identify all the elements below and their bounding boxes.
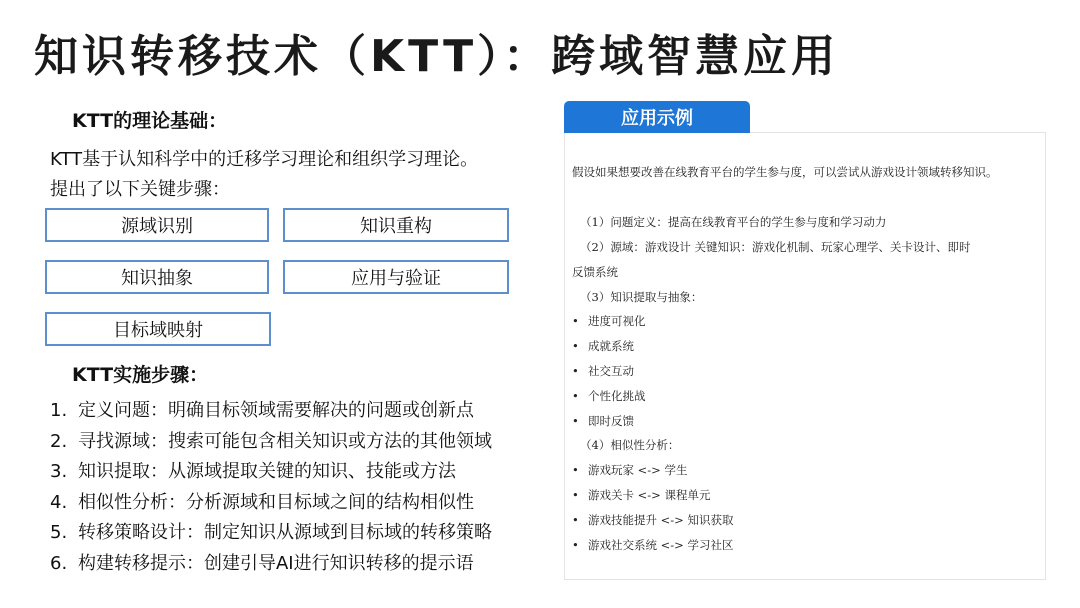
implementation-heading: KTT实施步骤： [72, 364, 209, 386]
item-text: 转移策略设计：制定知识从源域到目标域的转移策略 [78, 522, 492, 543]
bullet-text: 游戏关卡 <-> 课程单元 [588, 488, 711, 502]
bullet-icon: • [572, 339, 579, 353]
item-number: 4. [50, 491, 68, 513]
step-label: 知识重构 [360, 216, 432, 237]
list-item [50, 457, 492, 488]
list-item [50, 488, 492, 519]
step-label: 源域识别 [121, 216, 193, 237]
step-box-source-identification [45, 208, 269, 242]
list-item [572, 313, 646, 329]
item-text: 寻找源域：搜索可能包含相关知识或方法的其他领域 [78, 430, 492, 452]
item-number: 2. [50, 430, 68, 452]
bullet-text: 游戏社交系统 <-> 学习社区 [588, 538, 734, 552]
list-item [572, 388, 646, 404]
theory-heading: KTT的理论基础： [72, 110, 228, 132]
bullet-icon: • [572, 538, 579, 552]
item-number: 5. [50, 522, 68, 543]
item-text: 定义问题：明确目标领域需要解决的问题或创新点 [78, 400, 474, 421]
list-item [572, 338, 634, 354]
bullet-icon: • [572, 488, 579, 502]
theory-intro [50, 145, 478, 205]
step-label: 目标域映射 [113, 320, 203, 341]
example-tab-label: 应用示例 [621, 108, 693, 129]
bullet-icon: • [572, 463, 579, 477]
bullet-text: 成就系统 [588, 339, 634, 353]
step-box-knowledge-restructure [283, 208, 509, 242]
page-title: 知识转移技术（KTT）：跨域智慧应用 [34, 31, 840, 82]
list-item [50, 549, 492, 580]
step-box-knowledge-abstraction [45, 260, 269, 294]
step-box-application-validation [283, 260, 509, 294]
bullet-text: 社交互动 [588, 364, 634, 378]
bullet-text: 进度可视化 [588, 314, 646, 328]
theory-intro-line: 提出了以下关键步骤： [50, 179, 230, 200]
bullet-text: 个性化挑战 [588, 389, 646, 403]
item-text: 相似性分析：分析源域和目标域之间的结构相似性 [78, 491, 474, 513]
bullet-icon: • [572, 314, 579, 328]
step-label: 应用与验证 [351, 268, 441, 289]
list-item [50, 518, 492, 549]
bullet-icon: • [572, 513, 579, 527]
example-intro: 假设如果想要改善在线教育平台的学生参与度，可以尝试从游戏设计领域转移知识。 [572, 165, 998, 179]
example-question-2-cont: 反馈系统 [572, 265, 618, 279]
list-item [572, 487, 710, 503]
step-box-target-domain-mapping [45, 312, 271, 346]
list-item [50, 396, 492, 427]
list-item [572, 413, 634, 429]
example-question-4: （4）相似性分析： [580, 438, 680, 452]
list-item [572, 512, 733, 528]
item-number: 1. [50, 400, 68, 421]
item-text: 构建转移提示：创建引导AI进行知识转移的提示语 [78, 552, 474, 574]
example-question-1: （1）问题定义：提高在线教育平台的学生参与度和学习动力 [580, 215, 887, 229]
implementation-list [50, 396, 492, 579]
bullet-icon: • [572, 414, 579, 428]
step-label: 知识抽象 [121, 268, 193, 289]
item-number: 3. [50, 461, 68, 482]
list-item [572, 363, 634, 379]
example-question-3: （3）知识提取与抽象： [580, 290, 703, 304]
list-item [50, 427, 492, 458]
bullet-icon: • [572, 364, 579, 378]
bullet-text: 即时反馈 [588, 414, 634, 428]
item-number: 6. [50, 552, 68, 574]
example-tab [564, 101, 750, 133]
bullet-icon: • [572, 389, 579, 403]
bullet-text: 游戏玩家 <-> 学生 [588, 463, 688, 477]
bullet-text: 游戏技能提升 <-> 知识获取 [588, 513, 734, 527]
theory-intro-line: KTT基于认知科学中的迁移学习理论和组织学习理论。 [50, 149, 479, 170]
list-item [572, 537, 733, 553]
example-question-2: （2）源域：游戏设计 关键知识：游戏化机制、玩家心理学、关卡设计、即时 [580, 240, 971, 254]
list-item [572, 462, 687, 478]
item-text: 知识提取：从源域提取关键的知识、技能或方法 [78, 461, 456, 482]
